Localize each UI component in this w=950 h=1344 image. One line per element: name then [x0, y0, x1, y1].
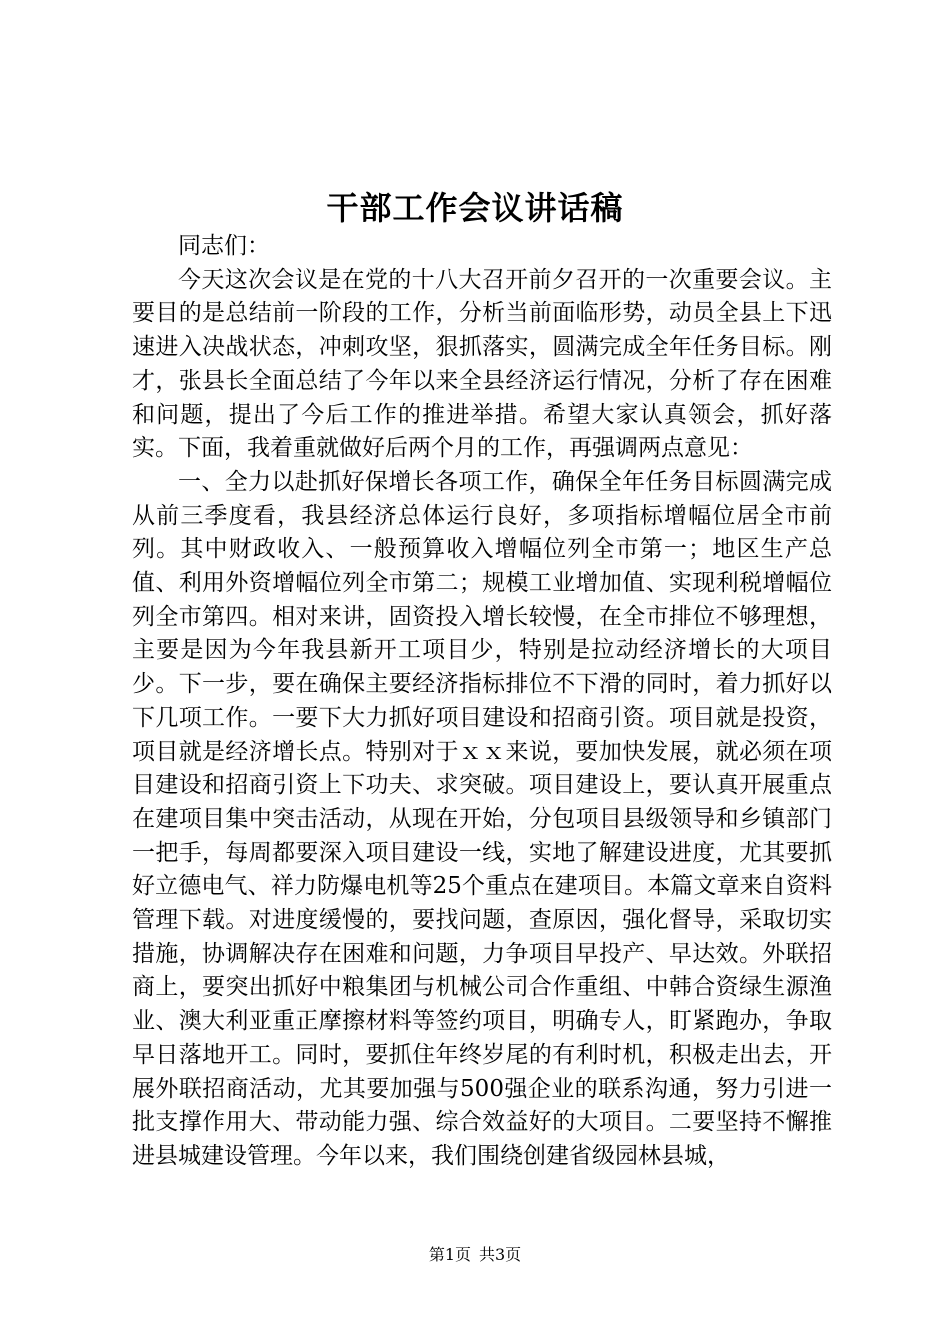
page-footer — [0, 1243, 950, 1267]
paragraph-section-one: 一、全力以赴抓好保增长各项工作，确保全年任务目标圆满完成从前三季度看，我县经济总体运行良好，多项指标增幅位居全市前列。其中财政收入、一般预算收入增幅位列全市第一；地区生产总值、利用外资增幅位列全市第二；规模工业增加值、实现利税增幅位列全市第四。相对来讲，固资投入增长较慢，在全市排位不够理想，主要是因为今年我县新开工项目少，特别是拉动经济增长的大项目少。下一步，要在确保主要经济指标排位不下滑的同时，着力抓好以下几项工作。一要下大力抓好项目建设和招商引资。项目就是投资，项目就是经济增长点。特别对于ｘｘ来说，要加快发展，就必须在项目建设和招商引资上下功夫、求突破。项目建设上，要认真开展重点在建项目集中突击活动，从现在开始，分包项目县级领导和乡镇部门一把手，每周都要深入项目建设一线，实地了解建设进度，尤其要抓好立德电气、祥力防爆电机等25个重点在建项目。本篇文章来自资料管理下载。对进度缓慢的，要找问题，查原因，强化督导，采取切实措施，协调解决存在困难和问题，力争项目早投产、早达效。外联招商上，要突出抓好中粮集团与机械公司合作重组、中韩合资绿生源渔业、澳大利亚重正摩擦材料等签约项目，明确专人，盯紧跑办，争取早日落地开工。同时，要抓住年终岁尾的有利时机，积极走出去，开展外联招商活动，尤其要加强与500强企业的联系沟通，努力引进一批支撑作用大、带动能力强、综合效益好的大项目。二要坚持不懈推进县城建设管理。今年以来，我们围绕创建省级园林县城， — [132, 468, 832, 1169]
page-total: 共3页 — [479, 1245, 522, 1264]
document-title: 干部工作会议讲话稿 — [326, 189, 624, 227]
salutation: 同志们： — [178, 233, 270, 259]
page-number: 第1页 — [428, 1245, 471, 1264]
paragraph-intro: 今天这次会议是在党的十八大召开前夕召开的一次重要会议。主要目的是总结前一阶段的工作，分析当前面临形势，动员全县上下迅速进入决战状态，冲刺攻坚，狠抓落实，圆满完成全年任务目标。刚才，张县长全面总结了今年以来全县经济运行情况，分析了存在困难和问题，提出了今后工作的推进举措。希望大家认真领会，抓好落实。下面，我着重就做好后两个月的工作，再强调两点意见： — [132, 266, 832, 462]
document-body — [132, 230, 832, 1174]
